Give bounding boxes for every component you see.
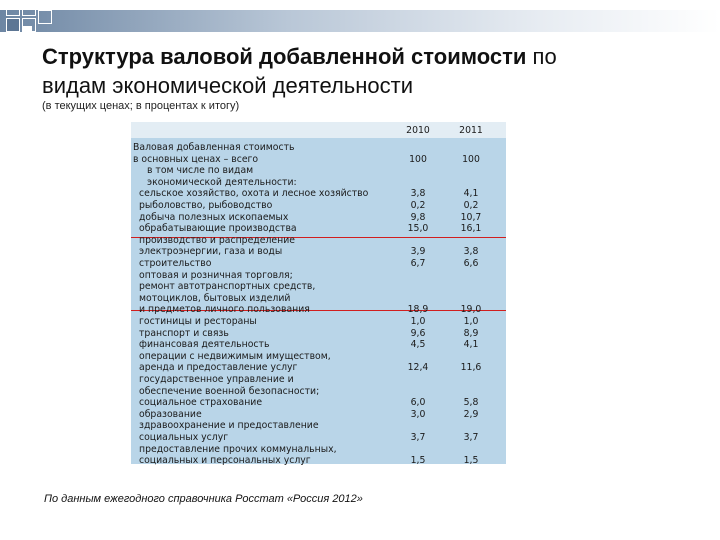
table-row xyxy=(131,397,506,409)
value-2011: 1,5 xyxy=(463,455,479,467)
title-line2: видам экономической деятельности xyxy=(42,73,413,98)
table-row xyxy=(131,154,506,166)
value-2010: 3,0 xyxy=(410,408,426,420)
value-2010: 9,8 xyxy=(410,211,426,223)
value-2010: 3,8 xyxy=(410,188,426,200)
slide-decoration xyxy=(0,0,720,40)
row-label: социальных услуг xyxy=(139,432,229,443)
row-label: государственное управление и xyxy=(139,374,294,385)
source-note: По данным ежегодного справочника Росстат «Россия 2012» xyxy=(44,493,363,505)
row-label: Валовая добавленная стоимость xyxy=(133,142,295,153)
table-row xyxy=(131,177,506,189)
row-label: обрабатывающие производства xyxy=(139,223,297,235)
row-label: мотоциклов, бытовых изделий xyxy=(139,292,291,304)
row-label: социальных и персональных услуг xyxy=(139,455,311,467)
table-row xyxy=(131,281,506,293)
decor-square xyxy=(22,2,36,16)
value-2010: 1,0 xyxy=(410,316,426,327)
row-label: предоставление прочих коммунальных, xyxy=(139,443,337,455)
table-row xyxy=(131,409,506,421)
row-label: здравоохранение и предоставление xyxy=(139,420,319,432)
decor-square xyxy=(6,18,20,32)
row-label: строительство xyxy=(139,258,212,269)
column-header-2010: 2010 xyxy=(406,125,430,136)
value-2010: 6,0 xyxy=(410,397,426,409)
table-row xyxy=(131,235,506,247)
value-2011: 1,0 xyxy=(463,316,479,327)
value-2010: 15,0 xyxy=(407,223,429,235)
table-row xyxy=(131,455,506,467)
row-label: финансовая деятельность xyxy=(139,339,270,351)
table-row xyxy=(131,351,506,363)
table-row xyxy=(131,212,506,224)
row-label: рыболовство, рыбоводство xyxy=(139,200,273,211)
table-row xyxy=(131,246,506,258)
table-row xyxy=(131,420,506,432)
row-label: и предметов личного пользования xyxy=(139,304,310,316)
value-2011: 3,7 xyxy=(463,432,479,443)
table-row xyxy=(131,293,506,305)
row-label: операции с недвижимым имуществом, xyxy=(139,350,331,362)
value-2010: 9,6 xyxy=(410,327,426,339)
row-label: в основных ценах – всего xyxy=(133,153,259,165)
row-label: транспорт и связь xyxy=(139,327,229,339)
title-bold: Структура валовой добавленной стоимости xyxy=(42,44,527,69)
table-row xyxy=(131,270,506,282)
row-label: оптовая и розничная торговля; xyxy=(139,269,293,281)
value-2011: 4,1 xyxy=(463,188,479,200)
row-label: электроэнергии, газа и воды xyxy=(139,246,283,258)
slide-title xyxy=(42,42,682,100)
table-row xyxy=(131,188,506,200)
row-label: аренда и предоставление услуг xyxy=(139,362,298,374)
row-label: ремонт автотранспортных средств, xyxy=(139,281,316,293)
value-2010: 12,4 xyxy=(407,362,429,374)
row-label: обеспечение военной безопасности; xyxy=(139,385,320,397)
table-row xyxy=(131,165,506,177)
table-row xyxy=(131,362,506,374)
value-2010: 0,2 xyxy=(410,200,426,211)
table-row xyxy=(131,200,506,212)
column-header-2011: 2011 xyxy=(459,125,483,136)
subtitle: (в текущих ценах; в процентах к итогу) xyxy=(42,100,240,112)
row-label: сельское хозяйство, охота и лесное хозяйство xyxy=(139,188,369,200)
value-2010: 6,7 xyxy=(410,258,426,269)
table-header xyxy=(131,122,506,138)
table-row xyxy=(131,304,506,316)
value-2011: 2,9 xyxy=(463,408,479,420)
value-2011: 4,1 xyxy=(463,339,479,351)
table-row xyxy=(131,142,506,154)
decor-square xyxy=(22,26,32,36)
gva-structure-table xyxy=(131,122,506,467)
table-row xyxy=(131,432,506,444)
value-2010: 4,5 xyxy=(410,339,426,351)
value-2011: 11,6 xyxy=(460,362,482,374)
value-2011: 19,0 xyxy=(460,304,482,316)
value-2011: 8,9 xyxy=(463,327,479,339)
table-row xyxy=(131,386,506,398)
value-2011: 5,8 xyxy=(463,397,479,409)
value-2010: 1,5 xyxy=(410,455,426,467)
table-row xyxy=(131,339,506,351)
value-2010: 3,9 xyxy=(410,246,426,258)
row-label: социальное страхование xyxy=(139,397,263,409)
value-2010: 18,9 xyxy=(407,304,429,316)
value-2010: 3,7 xyxy=(410,432,426,443)
title-rest: по xyxy=(532,44,557,69)
value-2011: 0,2 xyxy=(463,200,479,211)
row-label: образование xyxy=(139,408,202,420)
value-2011: 100 xyxy=(462,153,480,165)
value-2011: 3,8 xyxy=(463,246,479,258)
row-label: в том числе по видам xyxy=(147,165,254,177)
table-row xyxy=(131,328,506,340)
value-2011: 6,6 xyxy=(463,258,479,269)
value-2011: 10,7 xyxy=(460,211,482,223)
row-label: гостиницы и рестораны xyxy=(139,316,257,327)
table-row xyxy=(131,258,506,270)
value-2010: 100 xyxy=(409,153,427,165)
row-label: экономической деятельности: xyxy=(147,176,297,188)
table-row xyxy=(131,444,506,456)
value-2011: 16,1 xyxy=(460,223,482,235)
decor-gradient-bar xyxy=(0,10,720,32)
row-label: добыча полезных ископаемых xyxy=(139,211,289,223)
table-row xyxy=(131,316,506,328)
table-row xyxy=(131,374,506,386)
table-row xyxy=(131,223,506,235)
decor-square xyxy=(38,10,52,24)
row-label: производство и распределение xyxy=(139,234,295,246)
decor-square xyxy=(6,2,20,16)
